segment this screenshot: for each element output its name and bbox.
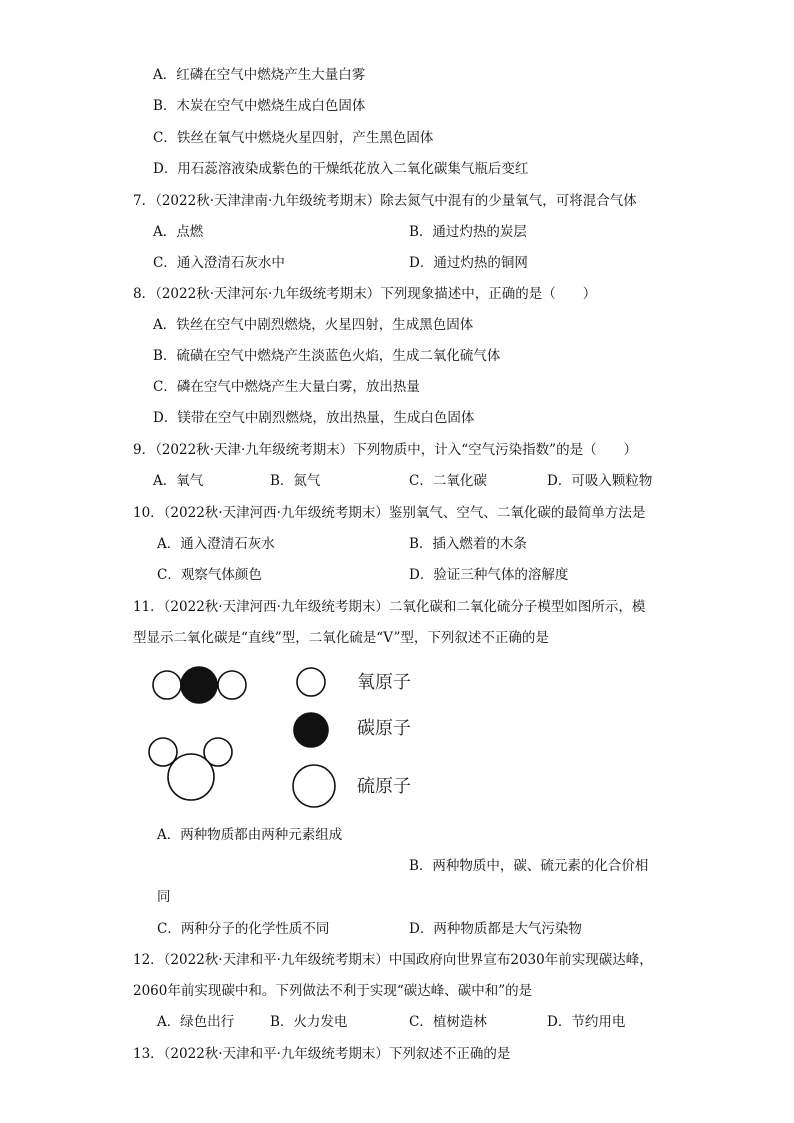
q9-option-d: D．可吸入颗粒物 — [547, 473, 653, 489]
q12-option-d: D．节约用电 — [547, 1014, 626, 1030]
q13-stem: 13．（2022秋·天津和平·九年级统考期末）下列叙述不正确的是 — [133, 1046, 511, 1062]
q6-option-b: B．木炭在空气中燃烧生成白色固体 — [153, 98, 366, 114]
carbon-atom-symbol — [294, 713, 328, 747]
q7-stem: 7．（2022秋·天津津南·九年级统考期末）除去氮气中混有的少量氧气，可将混合气体 — [133, 193, 637, 209]
q9-option-c: C．二氧化碳 — [409, 473, 487, 489]
q11-stem-line2: 型显示二氧化碳是“直线”型，二氧化硫是“V”型，下列叙述不正确的是 — [133, 630, 549, 646]
q11-option-a: A．两种物质都由两种元素组成 — [157, 827, 343, 843]
legend-carbon — [294, 713, 411, 747]
q9-stem: 9．（2022秋·天津·九年级统考期末）下列物质中，计入“空气污染指数”的是（ ） — [133, 442, 638, 458]
legend-oxygen-label: 氧原子 — [357, 672, 411, 693]
q6-option-a: A．红磷在空气中燃烧产生大量白雾 — [153, 67, 366, 83]
molecule-model-figure — [140, 658, 440, 818]
q10-option-c: C．观察气体颜色 — [157, 567, 262, 583]
legend-sulfur-label: 硫原子 — [357, 776, 411, 797]
q11-stem-line1: 11．（2022秋·天津河西·九年级统考期末）二氧化碳和二氧化硫分子模型如图所示，模 — [133, 599, 646, 615]
q8-option-c: C．磷在空气中燃烧产生大量白雾，放出热量 — [153, 379, 420, 395]
q10-option-b: B．插入燃着的木条 — [409, 536, 527, 552]
q10-option-d: D．验证三种气体的溶解度 — [409, 567, 569, 583]
q6-option-d: D．用石蕊溶液染成紫色的干燥纸花放入二氧化碳集气瓶后变红 — [153, 161, 529, 177]
q12-option-a: A．绿色出行 — [157, 1014, 235, 1030]
q8-option-b: B．硫磺在空气中燃烧产生淡蓝色火焰，生成二氧化硫气体 — [153, 348, 501, 364]
oxygen-atom-symbol — [297, 668, 325, 696]
so2-molecule-model — [149, 738, 232, 800]
q11-option-c: C．两种分子的化学性质不同 — [157, 921, 330, 937]
q6-option-c: C．铁丝在氧气中燃烧火星四射，产生黑色固体 — [153, 130, 434, 146]
q10-option-a: A．通入澄清石灰水 — [157, 536, 275, 552]
q8-stem: 8．（2022秋·天津河东·九年级统考期末）下列现象描述中，正确的是（ ） — [133, 286, 597, 302]
q11-option-b-line1: B．两种物质中，碳、硫元素的化合价相 — [409, 858, 649, 874]
q7-option-c: C．通入澄清石灰水中 — [153, 255, 285, 271]
q7-option-a: A．点燃 — [153, 224, 204, 240]
q9-option-a: A．氧气 — [153, 473, 204, 489]
q8-option-d: D．镁带在空气中剧烈燃烧，放出热量，生成白色固体 — [153, 410, 475, 426]
q12-stem-line1: 12．（2022秋·天津和平·九年级统考期末）中国政府向世界宣布2030年前实现碳达峰， — [133, 952, 653, 968]
q9-option-b: B．氮气 — [270, 473, 321, 489]
q7-option-d: D．通过灼热的铜网 — [409, 255, 528, 271]
q10-stem: 10．（2022秋·天津河西·九年级统考期末）鉴别氧气、空气、二氧化碳的最简单方法是 — [133, 505, 646, 521]
legend-sulfur — [293, 765, 411, 807]
q12-option-c: C．植树造林 — [409, 1014, 487, 1030]
legend-oxygen — [297, 668, 411, 696]
legend-carbon-label: 碳原子 — [357, 718, 411, 739]
co2-molecule-model — [153, 667, 246, 703]
q12-stem-line2: 2060年前实现碳中和。下列做法不利于实现“碳达峰、碳中和”的是 — [133, 983, 533, 999]
sulfur-atom-symbol — [293, 765, 335, 807]
q7-option-b: B．通过灼热的炭层 — [409, 224, 527, 240]
q8-option-a: A．铁丝在空气中剧烈燃烧，火星四射，生成黑色固体 — [153, 317, 474, 333]
q12-option-b: B．火力发电 — [270, 1014, 348, 1030]
q11-option-d: D．两种物质都是大气污染物 — [409, 921, 582, 937]
q11-option-b-line2: 同 — [157, 889, 171, 905]
